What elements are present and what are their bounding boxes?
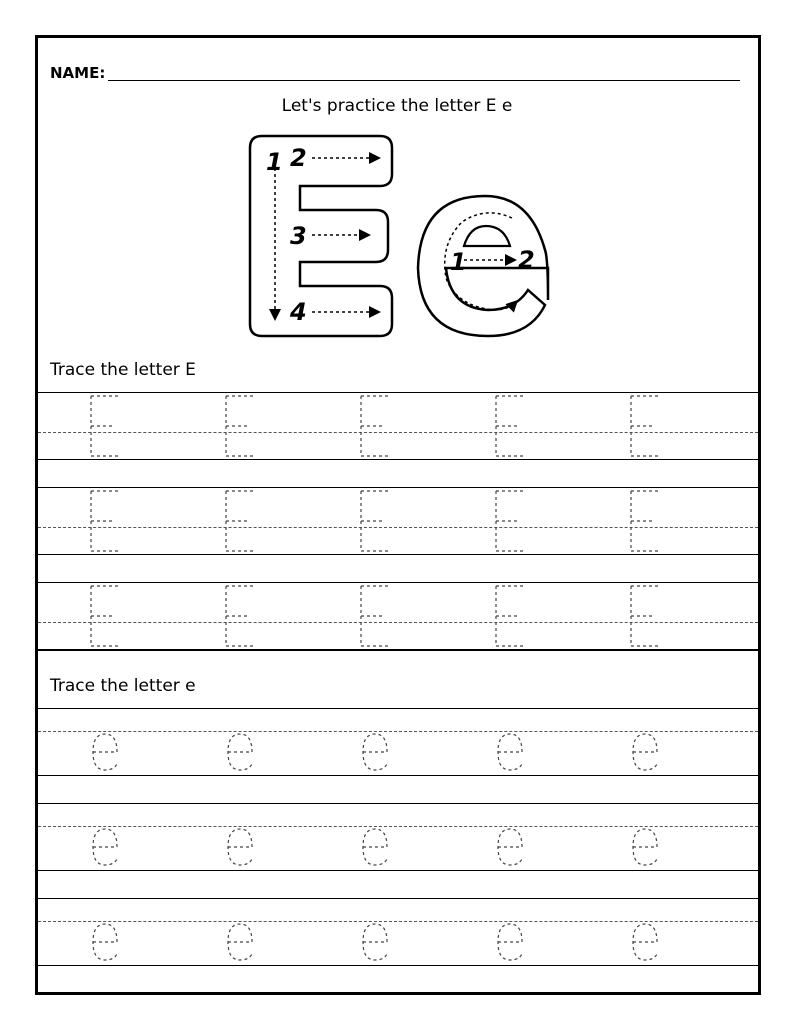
trace-uppercase-e[interactable] xyxy=(225,584,259,648)
trace-uppercase-e[interactable] xyxy=(360,489,394,553)
trace-lowercase-e[interactable] xyxy=(225,730,255,774)
upper-row-top-line xyxy=(38,487,758,488)
lowercase-e-step-1: 1 xyxy=(450,248,467,276)
trace-lowercase-e[interactable] xyxy=(630,730,660,774)
trace-uppercase-e[interactable] xyxy=(360,394,394,458)
e-step-1: 1 xyxy=(266,148,283,176)
trace-lowercase-e[interactable] xyxy=(495,730,525,774)
page-title: Let's practice the letter E e xyxy=(281,96,513,116)
e-step-4: 4 xyxy=(290,298,307,326)
trace-lowercase-e[interactable] xyxy=(630,920,660,964)
trace-uppercase-e[interactable] xyxy=(225,394,259,458)
trace-lowercase-e[interactable] xyxy=(90,825,120,869)
trace-lowercase-e[interactable] xyxy=(360,920,390,964)
stroke-order-demo xyxy=(0,0,794,360)
trace-lowercase-e[interactable] xyxy=(360,730,390,774)
trace-uppercase-e[interactable] xyxy=(90,584,124,648)
trace-lowercase-e[interactable] xyxy=(90,730,120,774)
trace-lowercase-e[interactable] xyxy=(495,920,525,964)
trace-lowercase-e[interactable] xyxy=(90,920,120,964)
e-step-3: 3 xyxy=(290,222,307,250)
trace-uppercase-e[interactable] xyxy=(630,584,664,648)
upper-row-baseline xyxy=(38,554,758,555)
lower-row-baseline xyxy=(38,775,758,776)
lower-row-baseline xyxy=(38,965,758,966)
trace-uppercase-e[interactable] xyxy=(90,489,124,553)
lower-section-label: Trace the letter e xyxy=(50,676,196,696)
upper-row-top-line xyxy=(38,582,758,583)
lower-row-top-line xyxy=(38,803,758,804)
trace-uppercase-e[interactable] xyxy=(495,394,529,458)
trace-lowercase-e[interactable] xyxy=(360,825,390,869)
trace-lowercase-e[interactable] xyxy=(225,825,255,869)
trace-uppercase-e[interactable] xyxy=(225,489,259,553)
trace-uppercase-e[interactable] xyxy=(630,394,664,458)
trace-lowercase-e[interactable] xyxy=(225,920,255,964)
upper-section-bottom-line xyxy=(38,650,758,651)
trace-uppercase-e[interactable] xyxy=(630,489,664,553)
trace-uppercase-e[interactable] xyxy=(495,584,529,648)
e-step-2: 2 xyxy=(290,144,307,172)
trace-uppercase-e[interactable] xyxy=(360,584,394,648)
lower-row-top-line xyxy=(38,708,758,709)
trace-uppercase-e[interactable] xyxy=(90,394,124,458)
upper-row-baseline xyxy=(38,459,758,460)
lower-row-top-line xyxy=(38,898,758,899)
upper-row-top-line xyxy=(38,392,758,393)
name-label: NAME: xyxy=(50,64,106,82)
lower-row-baseline xyxy=(38,870,758,871)
trace-uppercase-e[interactable] xyxy=(495,489,529,553)
lowercase-e-step-2: 2 xyxy=(518,246,535,274)
upper-section-label: Trace the letter E xyxy=(50,360,196,380)
trace-lowercase-e[interactable] xyxy=(630,825,660,869)
trace-lowercase-e[interactable] xyxy=(495,825,525,869)
